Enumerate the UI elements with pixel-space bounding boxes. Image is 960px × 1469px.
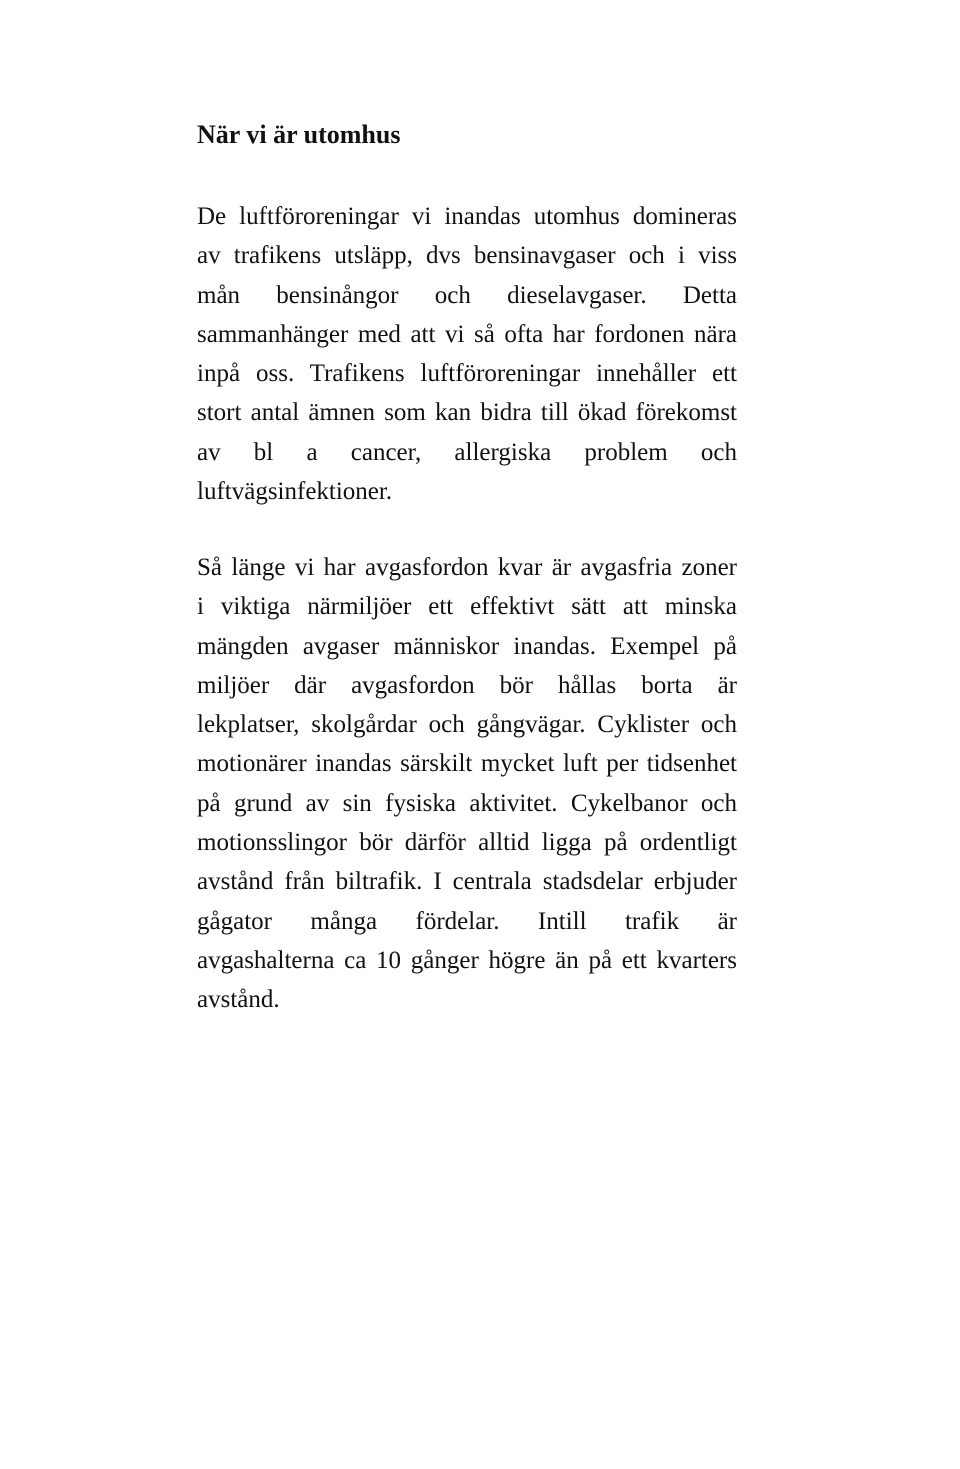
paragraph-exhaust-free-zones: [197, 548, 737, 1020]
text-line: miljöer där avgasfordon bör hållas borta är: [197, 671, 737, 699]
text-line: lekplatser, skolgårdar och gångvägar. Cyklister och: [197, 711, 737, 739]
text-line: stort antal ämnen som kan bidra till ökad förekomst: [197, 399, 737, 427]
text-line: mån bensinångor och dieselavgaser. Detta: [197, 281, 737, 309]
text-line: inpå oss. Trafikens luftföroreningar innehåller ett: [197, 360, 737, 388]
text-line: avstånd från biltrafik. I centrala stadsdelar erbjuder: [197, 868, 737, 896]
text-line: avstånd.: [197, 986, 280, 1014]
text-line: på grund av sin fysiska aktivitet. Cykelbanor och: [197, 789, 737, 817]
paragraph-outdoor-pollution: [197, 197, 737, 511]
text-line: mängden avgaser människor inandas. Exempel på: [197, 632, 737, 660]
text-line: gågator många fördelar. Intill trafik är: [197, 907, 737, 935]
section-heading: När vi är utomhus: [197, 120, 401, 149]
text-line: av trafikens utsläpp, dvs bensinavgaser och i viss: [197, 242, 737, 270]
text-line: avgashalterna ca 10 gånger högre än på ett kvarters: [197, 946, 737, 974]
text-line: De luftföroreningar vi inandas utomhus domineras: [197, 203, 737, 230]
text-line: sammanhänger med att vi så ofta har fordonen nära: [197, 320, 737, 348]
text-line: luftvägsinfektioner.: [197, 478, 393, 506]
text-line: motionsslingor bör därför alltid ligga på ordentligt: [197, 829, 737, 857]
text-line: motionärer inandas särskilt mycket luft per tidsenhet: [197, 750, 737, 778]
text-line: av bl a cancer, allergiska problem och: [197, 438, 737, 466]
text-line: i viktiga närmiljöer ett effektivt sätt att minska: [197, 593, 737, 621]
text-line: Så länge vi har avgasfordon kvar är avgasfria zoner: [197, 554, 737, 581]
